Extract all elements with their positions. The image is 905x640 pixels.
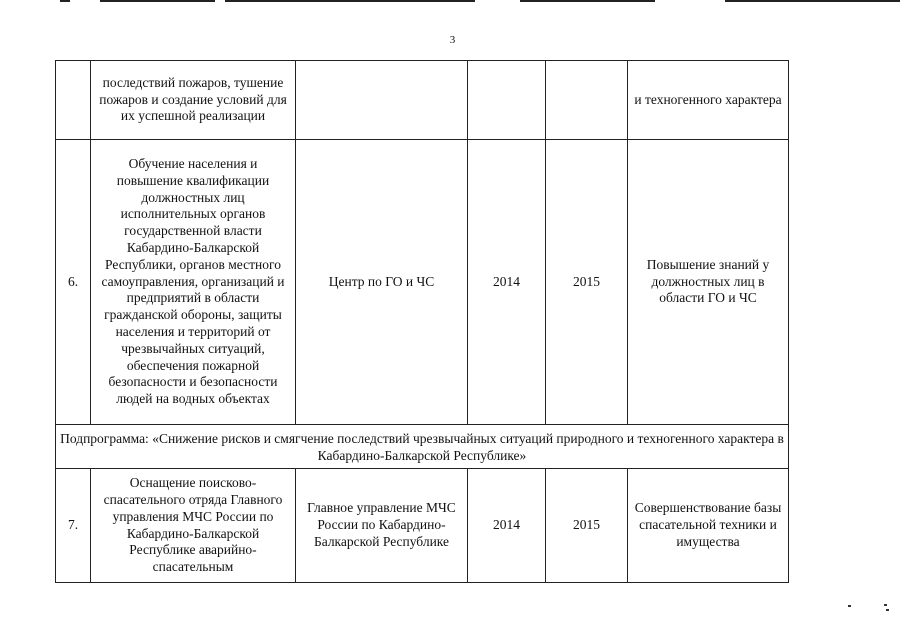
table-row-6 — [56, 140, 789, 425]
cell-activity: последствий пожаров, тушение пожаров и создание условий для их успешной реализации — [91, 61, 296, 140]
cell-end-year — [546, 61, 628, 140]
subprogram-heading: Подпрограмма: «Снижение рисков и смягчение последствий чрезвычайных ситуаций природного и техногенного характера в Кабардино-Балкарской Республике» — [56, 425, 789, 469]
top-scan-line — [100, 0, 215, 2]
page-number: 3 — [449, 34, 456, 46]
cell-number — [56, 61, 91, 140]
top-scan-line — [725, 0, 900, 2]
cell-start-year — [468, 61, 546, 140]
scan-speck — [884, 604, 887, 606]
scan-speck — [848, 605, 851, 607]
cell-number: 7. — [56, 469, 91, 583]
cell-end-year: 2015 — [546, 469, 628, 583]
scan-speck — [886, 609, 889, 611]
cell-result: Совершенствование базы спасательной техники и имущества — [628, 469, 789, 583]
cell-activity: Оснащение поисково-спасательного отряда Главного управления МЧС России по Кабардино-Балкарской Республике аварийно-спасательным — [91, 469, 296, 583]
top-scan-line — [225, 0, 475, 2]
cell-executor — [296, 61, 468, 140]
cell-executor: Главное управление МЧС России по Кабардино-Балкарской Республике — [296, 469, 468, 583]
top-scan-line — [520, 0, 655, 2]
cell-start-year: 2014 — [468, 140, 546, 425]
table-row-7 — [56, 469, 789, 583]
cell-start-year: 2014 — [468, 469, 546, 583]
cell-result: и техногенного характера — [628, 61, 789, 140]
table-row-continuation — [56, 61, 789, 140]
cell-executor: Центр по ГО и ЧС — [296, 140, 468, 425]
cell-number: 6. — [56, 140, 91, 425]
activities-table — [55, 60, 789, 583]
cell-result: Повышение знаний у должностных лиц в области ГО и ЧС — [628, 140, 789, 425]
cell-activity: Обучение населения и повышение квалификации должностных лиц исполнительных органов государственной власти Кабардино-Балкарской Республики, органов местного самоуправления, организаций и предприятий в области гражданской обороны, защиты населения и территорий от чрезвычайных ситуаций, обеспечения пожарной безопасности и безопасности людей на водных объектах — [91, 140, 296, 425]
table-row-subprogram — [56, 425, 789, 469]
top-scan-line — [60, 0, 70, 2]
cell-end-year: 2015 — [546, 140, 628, 425]
